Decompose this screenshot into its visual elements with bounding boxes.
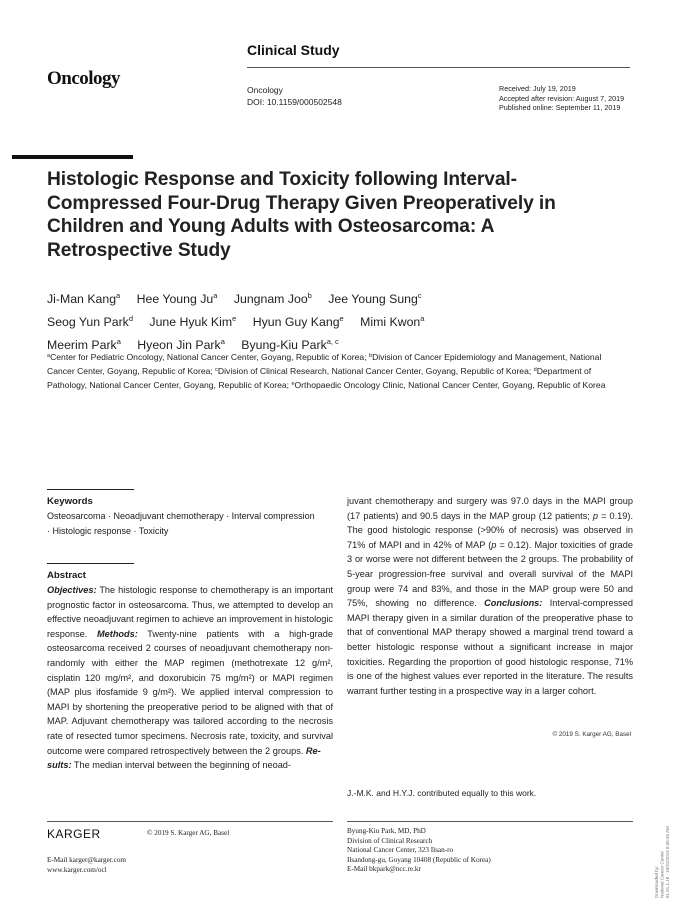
keywords-heading: Keywords xyxy=(47,496,93,507)
keywords-rule xyxy=(47,489,134,490)
journal-logo: Oncology xyxy=(47,68,121,89)
corr-line: Ilsandong-gu, Goyang 10408 (Republic of Korea) xyxy=(347,855,491,864)
doi-link[interactable]: DOI: 10.1159/000502548 xyxy=(247,97,342,107)
section-label: Clinical Study xyxy=(247,42,340,58)
publisher-logo: KARGER xyxy=(47,827,101,841)
author: June Hyuk Kim$^e$ xyxy=(149,314,237,329)
correspondence-address xyxy=(347,827,491,875)
header-rule xyxy=(247,67,630,68)
author: Jee Young Sung$^c$ xyxy=(328,291,422,306)
author: Hyeon Jin Park$^a$ xyxy=(137,337,225,352)
journal-meta xyxy=(247,84,342,108)
footer-rule-right xyxy=(347,821,633,822)
corr-line: Division of Clinical Research xyxy=(347,836,433,845)
abstract-column-left: Objectives: The histologic response to chemotherapy is an important prognostic factor in osteosarcoma. Thus, we attempted to develop an effective neoadjuvant regimen to achieve an improvement in histologic response. Methods: Twenty-nine patients with a high-grade osteosarcoma received 2 courses of neoadjuvant chemotherapy non-randomly with either the MAP regimen (methotrexate 12 g/m², cisplatin 120 mg/m², and doxorubicin 75 mg/m²) or MAPI regimen (MAP plus ifosfamide 9 g/m²). We applied interval compression to MAPI by shortening the preoperative period to be aligned with that of MAP. Adjuvant chemotherapy was tailored according to the necrosis rate of resected tumor specimens. Necrosis rate, toxicity, and survival outcome were compared retrospectively between the 2 groups. Re- sults: The median interval between the beginning of neoad- xyxy=(47,585,333,771)
contribution-note: J.-M.K. and H.Y.J. contributed equally to this work. xyxy=(347,788,537,798)
footer-copyright: © 2019 S. Karger AG, Basel xyxy=(147,829,230,837)
footer-rule-left xyxy=(47,821,333,822)
received-date: Received: July 19, 2019 xyxy=(499,84,576,93)
article-title: Histologic Response and Toxicity following Interval-Compressed Four-Drug Therapy Given Preoperatively in Children and Young Adults with Osteosarcoma: A Retrospective Study xyxy=(47,169,556,261)
download-note: Downloaded by: National Cancer Center 61.81.1.16 - 10/22/2019 6:36:45 AM xyxy=(654,826,670,898)
author: Mimi Kwon$^a$ xyxy=(360,314,425,329)
author: Ji-Man Kang$^a$ xyxy=(47,291,121,306)
corr-name: Byung-Kiu Park, MD, PhD xyxy=(347,827,426,835)
publisher-website[interactable]: www.karger.com/ocl xyxy=(47,865,107,874)
publisher-email[interactable]: E-Mail karger@karger.com xyxy=(47,856,126,864)
keywords-text: Osteosarcoma · Neoadjuvant chemotherapy · Interval compression · Histologic response · Toxicity xyxy=(47,511,315,536)
article-dates xyxy=(499,84,624,113)
journal-name: Oncology xyxy=(247,85,283,95)
abstract-copyright: © 2019 S. Karger AG, Basel xyxy=(552,731,631,738)
abstract-column-right: juvant chemotherapy and surgery was 97.0 days in the MAPI group (17 patients) and 90.5 days in the MAP group (12 patients; p = 0.19). The good histologic response (>90% of necrosis) was observed in 71% of MAPI and in 42% of MAP (p = 0.12). Major toxicities of grade 3 or worse were not different between the 2 groups. The probability of 5-year progression-free survival and overall survival of the MAPI group were 74 and 83%, and those in the MAP group were 50 and 75%, showing no difference. Conclusions: Interval-compressed MAPI therapy given in a similar duration of the preoperative phase to that of conventional MAP therapy showed a marginal trend toward a better histologic response without a significant increase in major toxicities. Regarding the proportion of good histologic response, 71% is one of the highest values ever reported in the literature. The results warrant further testing in a prospective way in a larger cohort. xyxy=(347,496,633,696)
author: Jungnam Joo$^b$ xyxy=(233,291,312,306)
published-date: Published online: September 11, 2019 xyxy=(499,103,621,113)
accepted-date: Accepted after revision: August 7, 2019 xyxy=(499,93,625,103)
author: Hee Young Ju$^a$ xyxy=(136,291,218,306)
abstract-rule xyxy=(47,563,134,564)
title-accent-bar xyxy=(12,155,133,159)
affiliations: $^a$Center for Pediatric Oncology, National Cancer Center, Goyang, Republic of Korea; $^b$Division of Cancer Epidemiology and Management, National Cancer Center, Goyang, Republic of Korea; $^c$Division of Clinical Research, National Cancer Center, Goyang, Republic of Korea; $^d$Department of Pathology, National Cancer Center, Goyang, Republic of Korea; $^e$Orthopaedic Oncology Clinic, National Cancer Center, Goyang, Republic of Korea xyxy=(47,352,606,390)
publisher-contact xyxy=(47,856,126,875)
author: Hyun Guy Kang$^e$ xyxy=(252,314,344,329)
corr-line: National Cancer Center, 323 Ilsan-ro xyxy=(347,846,454,855)
author: Byung-Kiu Park$^{a, c}$ xyxy=(241,337,339,352)
author-list xyxy=(47,286,607,355)
abstract-heading: Abstract xyxy=(47,570,86,581)
author: Meerim Park$^a$ xyxy=(47,337,121,352)
corr-email[interactable]: E-Mail bkpark@ncc.re.kr xyxy=(347,865,421,874)
author: Seog Yun Park$^d$ xyxy=(47,314,133,329)
